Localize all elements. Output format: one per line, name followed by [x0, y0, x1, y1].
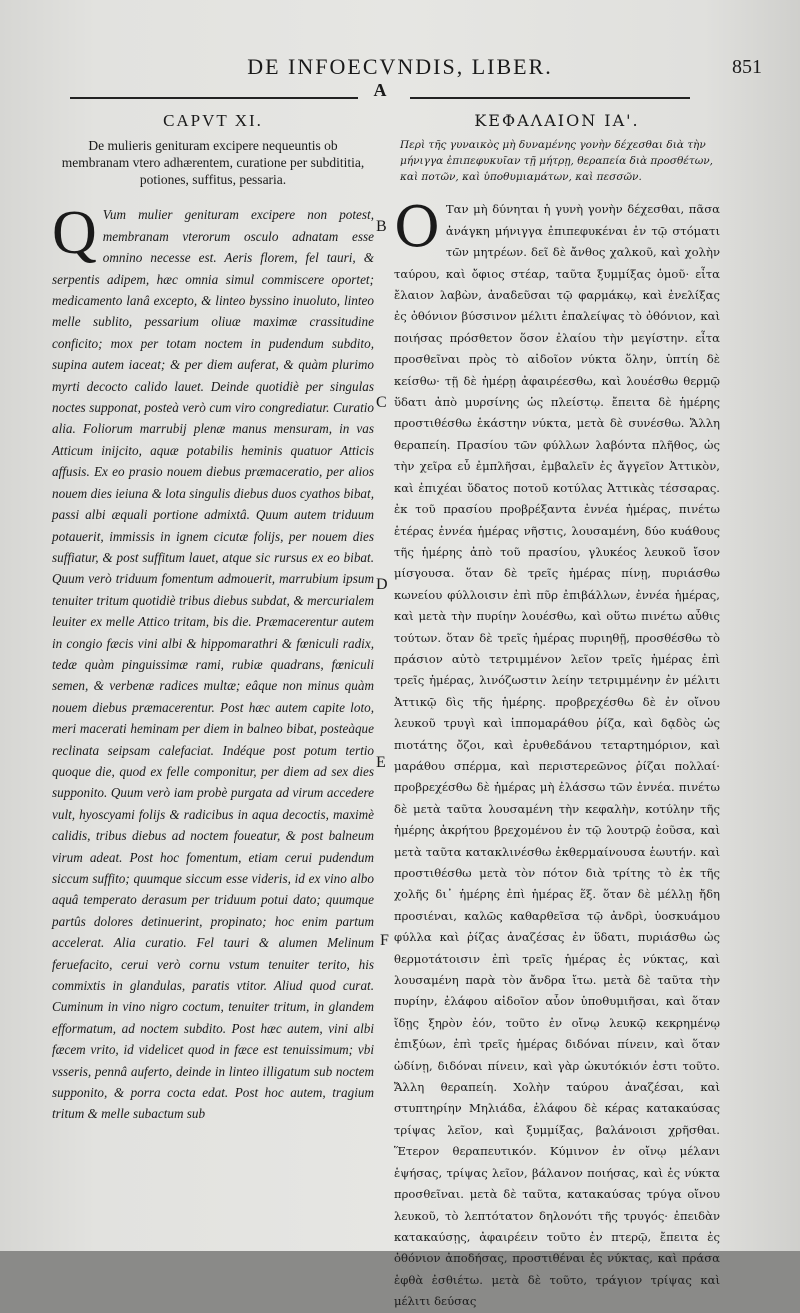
margin-letter-f: F: [380, 932, 389, 949]
header-rule-right: [410, 97, 690, 99]
latin-chapter-subtitle: De mulieris genituram excipere nequeuntis ob membranam vtero adhærentem, curatione per subdititia, potiones, suffitus, pessaria.: [61, 138, 365, 188]
margin-letter-d: D: [376, 576, 388, 593]
margin-letter-b: B: [376, 218, 387, 235]
margin-letter-c: C: [376, 394, 387, 411]
greek-body-text: Ταν μὴ δύνηται ἡ γυνὴ γονὴν δέχεσθαι, πᾶσα ἀνάγκη μήνιγγα ἐπιπεφυκέναι ἐν τῷ στόματι τῶν μητρέων. δεῖ δὲ ἄνθος χαλκοῦ, καὶ χολὴν ταύρου, καὶ ὄφιος στέαρ, ταῦτα ξυμμίξας ὁμοῦ· εἶτα ἔλαιον λαβὼν, ἀναδεῦσαι τῷ φαρμάκῳ, καὶ ἐνελίξας ἐς ὀθόνιον βύσσινον μέλιτι ἐπαλείψας τὸ ὀθόνιον, καὶ ποιήσας πρόσθετον ὅσον ἐλαίου τὴν μεγίστην. εἶτα προσθεῖναι πρὸς τὸ αἰδοῖον νύκτα ὅλην, ὑπτίη δὲ κείσθω· τῇ δὲ ἡμέρῃ ἀφαιρέεσθω, καὶ λουέσθω θερμῷ ὕδατι ἀπὸ μυρσίνης ὡς πλείστῳ. ἔπειτα δὲ ἡμέρης προστιθέσθω ἑκάστην νύκτα, μετὰ δὲ συνέσθω. Ἄλλη θεραπείη. Πρασίου τῶν φύλλων λαβόντα πλῆθος, ὡς τὴν χεῖρα εὖ ἐμπλῆσαι, ἐμβαλεῖν ἐς ἄγγεῖον Ἀττικὸν, καὶ ἐπιχέαι ὕδατος ποτοῦ κοτύλας Ἀττικὰς τέσσαρας. ἐκ τοῦ πρασίου προβρέξαντα ἐννέα ἡμέρας, πινέτω ἑτέρας ἐννέα ἡμέρας νῆστις, λουσαμένη, δύο κυάθους τῆς ἡμέρης ἀπὸ τοῦ πρασίου, γλυκέος λευκοῦ ἴσον μίσγουσα. ὅταν δὲ τρεῖς ἡμέρας πίνῃ, πυριάσθω κωνείου φύλλοισιν ἐπὶ πῦρ ἐπιβάλλων, ἐννέα ἡμέρας, καὶ μετὰ τὴν πυρίην λουέσθω, καὶ οὕτω πινέτω αὖθις τούτων. ὅταν δὲ τρεῖς ἡμέρας πυριηθῇ, προσθέσθω τὸ πράσιον αὐτὸ τετριμμένον λεῖον τρεῖς ἡμέρας ἐπὶ τρεῖς ἡμέρας, λινόζωστιν λείην τετριμμένην ἐν μέλιτι Ἀττικῷ δὶς τῆς ἡμέρης. προβρεχέσθω δὲ ἐν οἴνου λευκοῦ τρυγὶ καὶ ἱππομαράθου ῥίζα, καὶ δᾳδὸς ὡς πιοτάτης ὄζοι, καὶ ἐρυθεδάνου τεταρτημόριον, καὶ μαράθου σπέρμα, καὶ περιστερεῶνος ῥίζαι πολλαί· προβρεχέσθω δὲ ἡμέρας μὴ ἐλάσσω τῶν ἐννέα. πινέτω δὲ μετὰ ταῦτα λουσαμένη τὴν κεφαλὴν, κοτύλην τῆς ἡμέρης ἀκρήτου βρεχομένου ἐν τῷ λουτρῷ ἐοῦσα, καὶ μετὰ ταῦτα κατακλινέσθω ἐκθερμαίνουσα ἑωυτήν. καὶ προστιθέσθω μετὰ τὸν πότον διὰ τρίτης τὸ ἐκ τῆς χολῆς δι᾽ ἡμέρης ἐπὶ ἡμέρας ἕξ. ὅταν δὲ μέλλῃ ἤδη προσιέναι, καλῶς καθαρθεῖσα τῷ ἀνδρὶ, ὑοσκυάμου φύλλα καὶ ῥίζας ἀναζέσας ἐν ὕδατι, πυριάσθω ὡς θερμοτάτοισιν ἐπὶ τρεῖς ἡμέρας ἐς νύκτας, καὶ λουσαμένη παρὰ τὸν ἄνδρα ἴτω. μετὰ δὲ ταῦτα τὴν πυρίην, ἐλάφου αἰδοῖον αὖον ὑποθυμιῆσαι, καὶ ὅταν ἴδῃς ξηρὸν ἐόν, τοῦτο ἐν οἴνῳ λευκῷ κεκρημένῳ ἐπιξύων, ἐπὶ τρεῖς ἡμέρας διδόναι πίνειν, καὶ ὅταν ὠδίνῃ, διδόναι πίνειν, καὶ γὰρ ὠκυτόκιόν ἐστι τοῦτο. Ἄλλη θεραπείη. Χολὴν ταύρου ἀναζέσαι, καὶ στυπτηρίην Μηλιάδα, ἐλάφου δὲ κέρας κατακαύσας τρίψας λεῖον, καὶ ξυμμίξας, βαλάνοισι χρῆσθαι. Ἕτερον θεραπευτικόν. Κύμινον ἐν οἴνῳ μέλανι ἑψήσας, τρίψας λεῖον, βάλανον ποιήσας, καὶ ἐς νύκτα προσθεῖναι. μετὰ δὲ ταῦτα, κατακαύσας τρύγα οἴνου λευκοῦ, τὸ λεπτότατον δηλονότι τῆς τρυγός· ἐπειδὰν κατακαύσῃς, ἀφαιρέειν τοῦτο ἐν πτερῷ, ἔπειτα ἐς ὀθόνιον ἀποδήσας, προστιθέναι ἐς νύκτας, καὶ πράσα ἑφθὰ ἐσθιέτω. μετὰ δὲ τοῦτο, τράγιον τρίψας καὶ μέλιτι δεύσας: [394, 202, 720, 1309]
greek-dropcap: Ο: [394, 195, 440, 261]
greek-chapter-title: ΚΕΦΑΛΑΙΟΝ ΙΑ'.: [474, 111, 640, 130]
latin-body-text: Vum mulier genituram excipere non potest, membranam vterorum osculo adnatam esse omnino necesse est. Aeris florem, fel tauri, & serpentis adipem, hæc omnia simul commiscere oportet; medicamento lanâ excepto, & linteo byssino inuoluto, linteo melle sublito, pessarium oliuæ maximæ crassitudine conficito; mox per totam noctem in pudendum subdito, supina autem iaceat; & per diem auferat, & quàm plurimo myrti decocto calido lauet. Deinde quotidiè per singulas noctes supponat, posteà verò cum viro congrediatur. Curatio alia. Foliorum marrubij plenæ manus mensuram, in vas Atticum inijcito, aquæ potabilis heminis quatuor Atticis affusis. Ex eo prasio nouem diebus præmaceratio, per alios nouem dies ieiuna & lota singulis diebus duos cyathos bibat, passi albi æquali portione admixtâ. Quum autem triduum potauerit, immissis in ignem cicutæ folijs, per nouem dies suffiatur, & post suffitum lauet, atque sic rursus ex eo bibat. Quum verò triduum fomentum admouerit, marrubium ipsum tenuiter tritum quotidiè tribus diebus subdat, & mercurialem leuiter ex melle Attico tritam, bis die. Præmacerentur autem in congio fæcis vini albi & hippomarathri & fœniculi radix, tedæ quàm pinguissimæ rami, rubiæ quadrans, fœniculi semen, & verbenæ radices multæ; eâque non minus quàm nouem diebus præmacerentur. Post hæc autem capite loto, meri macerati heminam per diem in balneo bibat, posteàque reclinata seipsam calefaciat. Indéque post potum tertio quoque die, quod ex felle componitur, per diem ad sex dies supponito. Quum verò iam probè purgata ad virum accedere vult, hyoscyami folijs & radicibus in aqua decoctis, maximè calidis, tribus diebus ad noctem foueatur, & post balneum virum adeat. Post hoc fomentum, etiam cerui pudendum siccum suffito; quumque siccum esse videris, id ex vino albo aquâ temperato derasum per triduum potui dato; quumque partûs dolores detinuerint, propinato; hoc enim partum accelerat. Alia curatio. Fel tauri & alumen Melinum feruefacito, cerui verò cornu vstum tenuiter terito, his commixtis in glandulas, paratis vtitor. Aliud quod curat. Cuminum in vino nigro coctum, tenuiter tritum, in glandem efformatum, ad noctem subdito. Post hæc autem, vini albi fæcem vrito, id videlicet quod in fæce est tenuissimum; vbi vsseris, pennâ auferto, deinde in linteo illigatum sub noctem supponito, & porra cocta edat. Post hoc autem, tragium tritum & melle subactum sub: [52, 207, 374, 1122]
greek-chapter-subtitle: Περὶ τῆς γυναικὸς μὴ δυναμένης γονὴν δέχεσθαι διὰ τὴν μήνιγγα ἐπιπεφυκυῖαν τῇ μήτρῃ, θεραπεία διὰ προσθέτων, καὶ ποτῶν, καὶ ὑποθυμιαμάτων, καὶ πεσσῶν.: [400, 139, 713, 184]
latin-chapter-title: CAPVT XI.: [163, 111, 263, 130]
greek-body: [394, 195, 720, 1312]
header-rule-left: [70, 97, 358, 99]
latin-body: [52, 199, 374, 1124]
latin-dropcap: Q: [52, 199, 97, 268]
margin-letter-e: E: [376, 754, 386, 771]
page-number: 851: [732, 56, 762, 78]
latin-column: [52, 110, 374, 1125]
greek-column: [394, 110, 720, 1313]
running-title: DE INFOECVNDIS, LIBER.: [247, 54, 553, 79]
signature-mark: A: [373, 80, 387, 100]
